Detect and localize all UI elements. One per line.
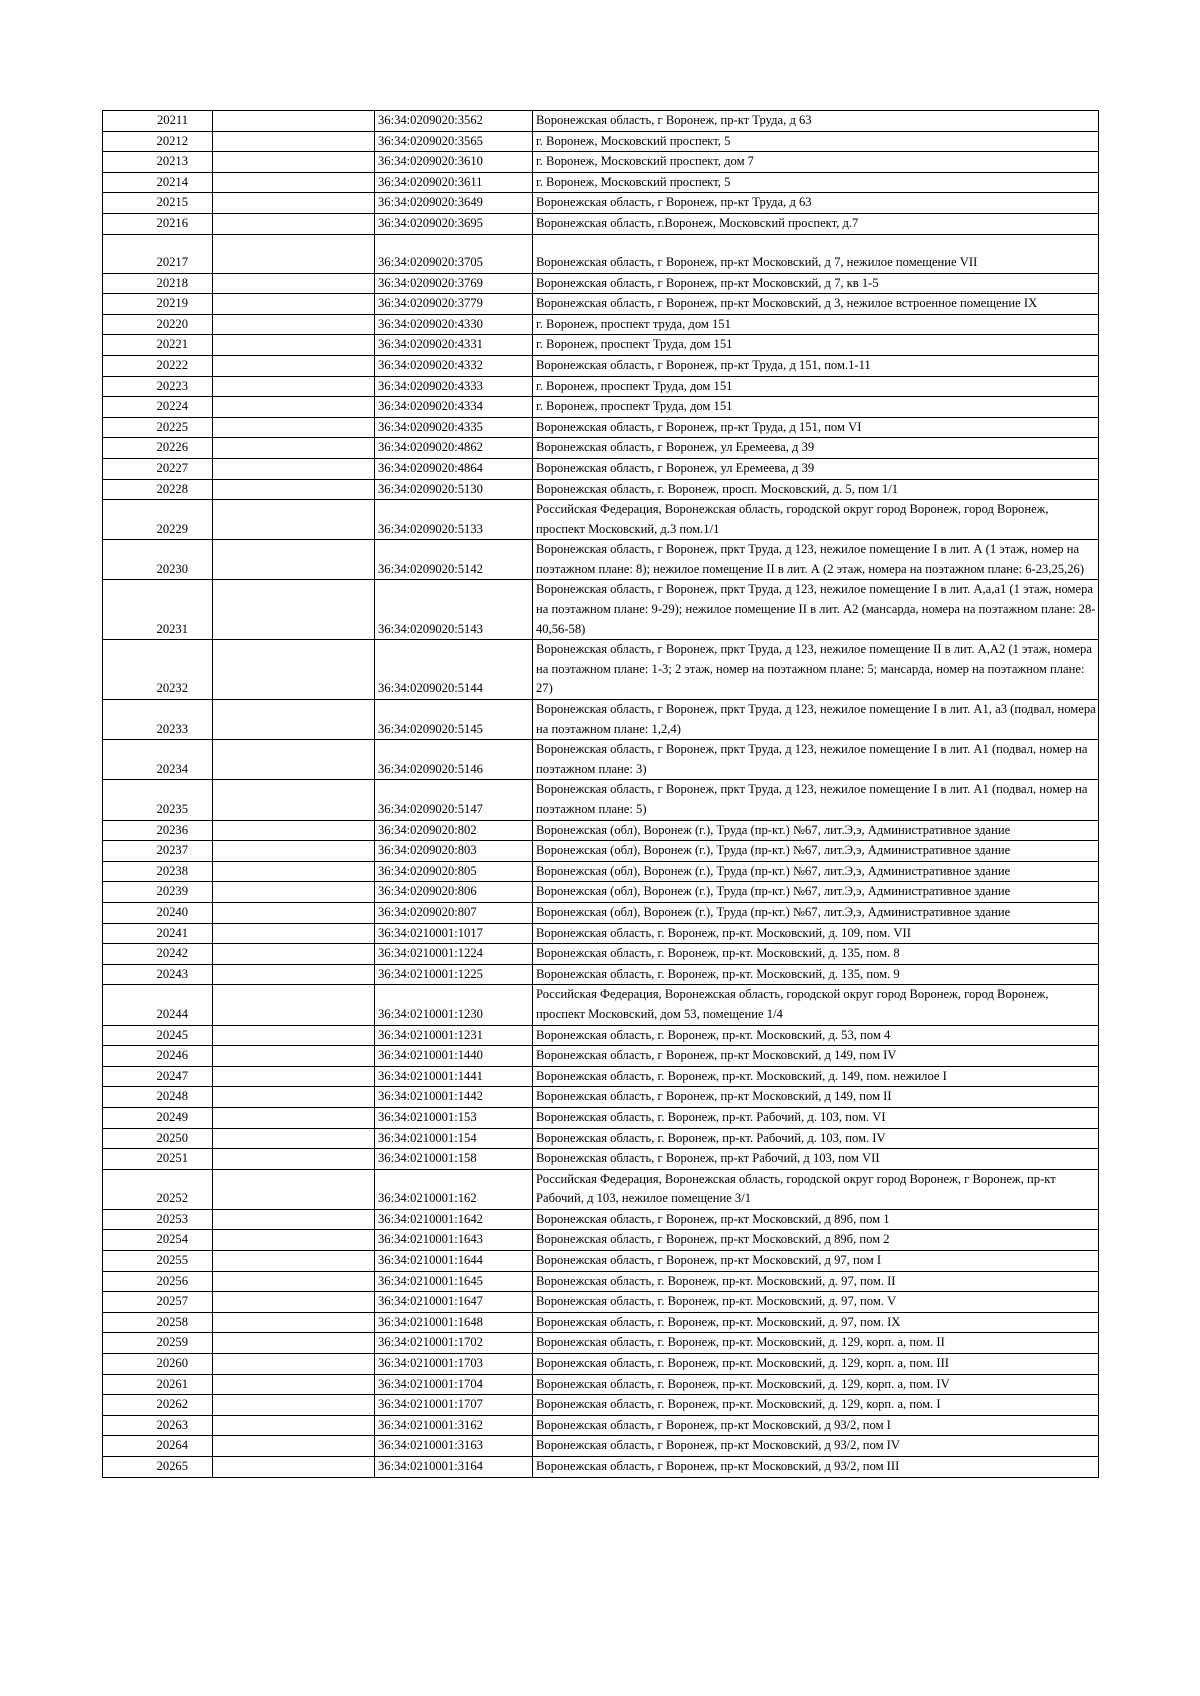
cadastral-number-cell: 36:34:0209020:4332 xyxy=(375,355,533,376)
table-row xyxy=(103,500,1099,540)
row-number-cell: 20228 xyxy=(103,479,213,500)
row-number-cell: 20252 xyxy=(103,1169,213,1209)
row-number-cell: 20242 xyxy=(103,944,213,965)
empty-cell xyxy=(213,314,375,335)
empty-cell xyxy=(213,193,375,214)
row-number-cell: 20253 xyxy=(103,1209,213,1230)
address-cell: Воронежская область, г Воронеж, пр-кт Рабочий, д 103, пом VII xyxy=(533,1149,1099,1170)
row-number-cell: 20262 xyxy=(103,1395,213,1416)
cadastral-number-cell: 36:34:0210001:1230 xyxy=(375,985,533,1025)
empty-cell xyxy=(213,1149,375,1170)
address-cell: Российская Федерация, Воронежская область, городской округ город Воронеж, город Воронеж, проспект Московский, дом 53, помещение 1/4 xyxy=(533,985,1099,1025)
row-number-cell: 20219 xyxy=(103,294,213,315)
address-cell: Воронежская область, г. Воронеж, пр-кт. Московский, д. 129, корп. а, пом. IV xyxy=(533,1374,1099,1395)
row-number-cell: 20220 xyxy=(103,314,213,335)
table-row xyxy=(103,1457,1099,1478)
row-number-cell: 20226 xyxy=(103,438,213,459)
address-cell: Воронежская область, г. Воронеж, пр-кт. Московский, д. 109, пом. VII xyxy=(533,923,1099,944)
empty-cell xyxy=(213,780,375,820)
cadastral-number-cell: 36:34:0209020:5147 xyxy=(375,780,533,820)
address-cell: Воронежская область, г Воронеж, пр-кт Московский, д 97, пом I xyxy=(533,1251,1099,1272)
row-number-cell: 20222 xyxy=(103,355,213,376)
table-row xyxy=(103,1333,1099,1354)
cadastral-number-cell: 36:34:0210001:162 xyxy=(375,1169,533,1209)
address-cell: Воронежская область, г Воронеж, пр-кт Московский, д 149, пом II xyxy=(533,1087,1099,1108)
empty-cell xyxy=(213,355,375,376)
table-row xyxy=(103,1436,1099,1457)
cadastral-number-cell: 36:34:0209020:3649 xyxy=(375,193,533,214)
empty-cell xyxy=(213,640,375,700)
empty-cell xyxy=(213,1395,375,1416)
row-number-cell: 20241 xyxy=(103,923,213,944)
row-number-cell: 20231 xyxy=(103,580,213,640)
row-number-cell: 20218 xyxy=(103,273,213,294)
row-number-cell: 20211 xyxy=(103,111,213,132)
row-number-cell: 20240 xyxy=(103,902,213,923)
empty-cell xyxy=(213,841,375,862)
address-cell: Воронежская область, г Воронеж, пркт Труда, д 123, нежилое помещение I в лит. А (1 этаж, номер на поэтажном плане: 8); нежилое помещение II в лит. А (2 этаж, номера на поэтажном плане: 6-23,25,26) xyxy=(533,540,1099,580)
cadastral-number-cell: 36:34:0209020:3562 xyxy=(375,111,533,132)
empty-cell xyxy=(213,1066,375,1087)
table-row xyxy=(103,1230,1099,1251)
row-number-cell: 20260 xyxy=(103,1354,213,1375)
address-cell: Воронежская область, г Воронеж, пр-кт Московский, д 93/2, пом IV xyxy=(533,1436,1099,1457)
table-row xyxy=(103,1149,1099,1170)
address-cell: Воронежская область, г. Воронеж, пр-кт. Московский, д. 53, пом 4 xyxy=(533,1025,1099,1046)
empty-cell xyxy=(213,273,375,294)
table-row xyxy=(103,193,1099,214)
table-row xyxy=(103,213,1099,234)
address-cell: Воронежская область, г. Воронеж, пр-кт. Московский, д. 97, пом. V xyxy=(533,1292,1099,1313)
address-cell: Воронежская область, г Воронеж, пркт Труда, д 123, нежилое помещение I в лит. А1, а3 (подвал, номера на поэтажном плане: 1,2,4) xyxy=(533,700,1099,740)
cadastral-number-cell: 36:34:0209020:3769 xyxy=(375,273,533,294)
empty-cell xyxy=(213,1457,375,1478)
address-cell: Воронежская область, г.Воронеж, Московский проспект, д.7 xyxy=(533,213,1099,234)
empty-cell xyxy=(213,234,375,273)
empty-cell xyxy=(213,1230,375,1251)
empty-cell xyxy=(213,1333,375,1354)
empty-cell xyxy=(213,152,375,173)
cadastral-number-cell: 36:34:0210001:1224 xyxy=(375,944,533,965)
cadastral-number-cell: 36:34:0209020:4862 xyxy=(375,438,533,459)
table-row xyxy=(103,882,1099,903)
cadastral-number-cell: 36:34:0209020:807 xyxy=(375,902,533,923)
address-cell: Воронежская область, г Воронеж, пркт Труда, д 123, нежилое помещение II в лит. А,А2 (1 этаж, номера на поэтажном плане: 1-3; 2 этаж, номер на поэтажном плане: 5; мансарда, номер на поэтажном плане: 27) xyxy=(533,640,1099,700)
table-row xyxy=(103,861,1099,882)
table-row xyxy=(103,111,1099,132)
cadastral-number-cell: 36:34:0210001:1642 xyxy=(375,1209,533,1230)
empty-cell xyxy=(213,1374,375,1395)
cadastral-number-cell: 36:34:0210001:1703 xyxy=(375,1354,533,1375)
table-row xyxy=(103,580,1099,640)
cadastral-number-cell: 36:34:0209020:5130 xyxy=(375,479,533,500)
table-row xyxy=(103,740,1099,780)
address-cell: Воронежская область, г. Воронеж, пр-кт. Московский, д. 129, корп. а, пом. III xyxy=(533,1354,1099,1375)
address-cell: Воронежская область, г Воронеж, ул Еремеева, д 39 xyxy=(533,458,1099,479)
address-cell: г. Воронеж, Московский проспект, 5 xyxy=(533,172,1099,193)
cadastral-number-cell: 36:34:0210001:1704 xyxy=(375,1374,533,1395)
table-row xyxy=(103,1128,1099,1149)
row-number-cell: 20254 xyxy=(103,1230,213,1251)
row-number-cell: 20246 xyxy=(103,1046,213,1067)
row-number-cell: 20249 xyxy=(103,1107,213,1128)
cadastral-number-cell: 36:34:0209020:4864 xyxy=(375,458,533,479)
empty-cell xyxy=(213,1169,375,1209)
cadastral-number-cell: 36:34:0209020:4330 xyxy=(375,314,533,335)
empty-cell xyxy=(213,1087,375,1108)
address-cell: Воронежская область, г Воронеж, пр-кт Московский, д 93/2, пом III xyxy=(533,1457,1099,1478)
table-row xyxy=(103,1415,1099,1436)
cadastral-number-cell: 36:34:0209020:3610 xyxy=(375,152,533,173)
row-number-cell: 20234 xyxy=(103,740,213,780)
empty-cell xyxy=(213,1209,375,1230)
empty-cell xyxy=(213,479,375,500)
cadastral-number-cell: 36:34:0209020:4335 xyxy=(375,417,533,438)
table-row xyxy=(103,152,1099,173)
cadastral-number-cell: 36:34:0209020:4334 xyxy=(375,397,533,418)
cadastral-number-cell: 36:34:0210001:3163 xyxy=(375,1436,533,1457)
table-row xyxy=(103,438,1099,459)
cadastral-number-cell: 36:34:0210001:1225 xyxy=(375,964,533,985)
table-row xyxy=(103,1087,1099,1108)
row-number-cell: 20247 xyxy=(103,1066,213,1087)
address-cell: Воронежская (обл), Воронеж (г.), Труда (пр-кт.) №67, лит.Э,э, Административное здание xyxy=(533,882,1099,903)
row-number-cell: 20245 xyxy=(103,1025,213,1046)
row-number-cell: 20248 xyxy=(103,1087,213,1108)
empty-cell xyxy=(213,294,375,315)
table-row xyxy=(103,1107,1099,1128)
row-number-cell: 20256 xyxy=(103,1271,213,1292)
empty-cell xyxy=(213,438,375,459)
empty-cell xyxy=(213,820,375,841)
table-row xyxy=(103,335,1099,356)
table-row xyxy=(103,1046,1099,1067)
empty-cell xyxy=(213,1292,375,1313)
row-number-cell: 20251 xyxy=(103,1149,213,1170)
table-row xyxy=(103,355,1099,376)
empty-cell xyxy=(213,500,375,540)
empty-cell xyxy=(213,397,375,418)
empty-cell xyxy=(213,1025,375,1046)
table-row xyxy=(103,172,1099,193)
table-row xyxy=(103,923,1099,944)
cadastral-number-cell: 36:34:0210001:153 xyxy=(375,1107,533,1128)
row-number-cell: 20236 xyxy=(103,820,213,841)
address-cell: Воронежская область, г. Воронеж, пр-кт. Московский, д. 129, корп. а, пом. I xyxy=(533,1395,1099,1416)
row-number-cell: 20238 xyxy=(103,861,213,882)
address-cell: Воронежская область, г Воронеж, ул Еремеева, д 39 xyxy=(533,438,1099,459)
registry-table-body xyxy=(103,111,1099,1478)
address-cell: Воронежская область, г Воронеж, пр-кт Труда, д 63 xyxy=(533,193,1099,214)
address-cell: Воронежская область, г Воронеж, пр-кт Московский, д 3, нежилое встроенное помещение IX xyxy=(533,294,1099,315)
address-cell: Воронежская область, г. Воронеж, пр-кт. Московский, д. 97, пом. IX xyxy=(533,1312,1099,1333)
table-row xyxy=(103,964,1099,985)
row-number-cell: 20265 xyxy=(103,1457,213,1478)
row-number-cell: 20214 xyxy=(103,172,213,193)
address-cell: Воронежская область, г Воронеж, пр-кт Московский, д 93/2, пом I xyxy=(533,1415,1099,1436)
table-row xyxy=(103,944,1099,965)
cadastral-number-cell: 36:34:0209020:4331 xyxy=(375,335,533,356)
row-number-cell: 20224 xyxy=(103,397,213,418)
table-row xyxy=(103,985,1099,1025)
table-row xyxy=(103,1251,1099,1272)
row-number-cell: 20229 xyxy=(103,500,213,540)
table-row xyxy=(103,820,1099,841)
empty-cell xyxy=(213,923,375,944)
table-row xyxy=(103,780,1099,820)
address-cell: Воронежская область, г. Воронеж, пр-кт. Московский, д. 129, корп. а, пом. II xyxy=(533,1333,1099,1354)
row-number-cell: 20257 xyxy=(103,1292,213,1313)
table-row xyxy=(103,131,1099,152)
cadastral-number-cell: 36:34:0209020:3611 xyxy=(375,172,533,193)
cadastral-number-cell: 36:34:0209020:3779 xyxy=(375,294,533,315)
registry-sheet xyxy=(102,110,1098,1478)
empty-cell xyxy=(213,740,375,780)
address-cell: Воронежская область, г Воронеж, пркт Труда, д 123, нежилое помещение I в лит. А1 (подвал, номер на поэтажном плане: 3) xyxy=(533,740,1099,780)
empty-cell xyxy=(213,882,375,903)
address-cell: Воронежская область, г Воронеж, пркт Труда, д 123, нежилое помещение I в лит. А1 (подвал, номер на поэтажном плане: 5) xyxy=(533,780,1099,820)
address-cell: Воронежская (обл), Воронеж (г.), Труда (пр-кт.) №67, лит.Э,э, Административное здание xyxy=(533,841,1099,862)
row-number-cell: 20233 xyxy=(103,700,213,740)
row-number-cell: 20239 xyxy=(103,882,213,903)
address-cell: Воронежская область, г. Воронеж, пр-кт. Рабочий, д. 103, пом. VI xyxy=(533,1107,1099,1128)
table-row xyxy=(103,540,1099,580)
table-row xyxy=(103,376,1099,397)
row-number-cell: 20263 xyxy=(103,1415,213,1436)
table-row xyxy=(103,273,1099,294)
address-cell: Воронежская (обл), Воронеж (г.), Труда (пр-кт.) №67, лит.Э,э, Административное здание xyxy=(533,902,1099,923)
table-row xyxy=(103,700,1099,740)
cadastral-number-cell: 36:34:0209020:5143 xyxy=(375,580,533,640)
address-cell: Воронежская область, г. Воронеж, просп. Московский, д. 5, пом 1/1 xyxy=(533,479,1099,500)
table-row xyxy=(103,902,1099,923)
cadastral-number-cell: 36:34:0210001:1231 xyxy=(375,1025,533,1046)
address-cell: Воронежская область, г Воронеж, пркт Труда, д 123, нежилое помещение I в лит. А,а,а1 (1 этаж, номера на поэтажном плане: 9-29); нежилое помещение II в лит. А2 (мансарда, номера на поэтажном плане: 28-40,56-58) xyxy=(533,580,1099,640)
empty-cell xyxy=(213,1046,375,1067)
cadastral-number-cell: 36:34:0210001:1644 xyxy=(375,1251,533,1272)
table-row xyxy=(103,841,1099,862)
address-cell: Воронежская (обл), Воронеж (г.), Труда (пр-кт.) №67, лит.Э,э, Административное здание xyxy=(533,861,1099,882)
table-row xyxy=(103,1209,1099,1230)
cadastral-number-cell: 36:34:0210001:1702 xyxy=(375,1333,533,1354)
table-row xyxy=(103,1066,1099,1087)
address-cell: Воронежская область, г Воронеж, пр-кт Московский, д 7, нежилое помещение VII xyxy=(533,234,1099,273)
row-number-cell: 20259 xyxy=(103,1333,213,1354)
table-row xyxy=(103,1271,1099,1292)
table-row xyxy=(103,397,1099,418)
empty-cell xyxy=(213,111,375,132)
cadastral-number-cell: 36:34:0209020:4333 xyxy=(375,376,533,397)
row-number-cell: 20227 xyxy=(103,458,213,479)
row-number-cell: 20261 xyxy=(103,1374,213,1395)
row-number-cell: 20230 xyxy=(103,540,213,580)
empty-cell xyxy=(213,1107,375,1128)
empty-cell xyxy=(213,213,375,234)
cadastral-number-cell: 36:34:0210001:154 xyxy=(375,1128,533,1149)
empty-cell xyxy=(213,964,375,985)
registry-table xyxy=(102,110,1099,1478)
empty-cell xyxy=(213,580,375,640)
row-number-cell: 20232 xyxy=(103,640,213,700)
row-number-cell: 20215 xyxy=(103,193,213,214)
address-cell: г. Воронеж, проспект Труда, дом 151 xyxy=(533,335,1099,356)
cadastral-number-cell: 36:34:0210001:158 xyxy=(375,1149,533,1170)
address-cell: Воронежская область, г. Воронеж, пр-кт. Московский, д. 97, пом. II xyxy=(533,1271,1099,1292)
address-cell: Воронежская (обл), Воронеж (г.), Труда (пр-кт.) №67, лит.Э,э, Административное здание xyxy=(533,820,1099,841)
table-row xyxy=(103,314,1099,335)
table-row xyxy=(103,1169,1099,1209)
row-number-cell: 20235 xyxy=(103,780,213,820)
row-number-cell: 20216 xyxy=(103,213,213,234)
cadastral-number-cell: 36:34:0209020:806 xyxy=(375,882,533,903)
empty-cell xyxy=(213,902,375,923)
row-number-cell: 20258 xyxy=(103,1312,213,1333)
table-row xyxy=(103,417,1099,438)
cadastral-number-cell: 36:34:0210001:1440 xyxy=(375,1046,533,1067)
address-cell: г. Воронеж, Московский проспект, дом 7 xyxy=(533,152,1099,173)
address-cell: Воронежская область, г Воронеж, пр-кт Московский, д 149, пом IV xyxy=(533,1046,1099,1067)
empty-cell xyxy=(213,700,375,740)
row-number-cell: 20264 xyxy=(103,1436,213,1457)
cadastral-number-cell: 36:34:0209020:3705 xyxy=(375,234,533,273)
empty-cell xyxy=(213,335,375,356)
cadastral-number-cell: 36:34:0210001:1707 xyxy=(375,1395,533,1416)
row-number-cell: 20213 xyxy=(103,152,213,173)
cadastral-number-cell: 36:34:0209020:5144 xyxy=(375,640,533,700)
cadastral-number-cell: 36:34:0209020:3565 xyxy=(375,131,533,152)
cadastral-number-cell: 36:34:0210001:1648 xyxy=(375,1312,533,1333)
address-cell: г. Воронеж, Московский проспект, 5 xyxy=(533,131,1099,152)
address-cell: Воронежская область, г Воронеж, пр-кт Московский, д 89б, пом 1 xyxy=(533,1209,1099,1230)
table-row xyxy=(103,1025,1099,1046)
cadastral-number-cell: 36:34:0210001:1643 xyxy=(375,1230,533,1251)
table-row xyxy=(103,458,1099,479)
cadastral-number-cell: 36:34:0210001:1645 xyxy=(375,1271,533,1292)
cadastral-number-cell: 36:34:0209020:802 xyxy=(375,820,533,841)
address-cell: Воронежская область, г Воронеж, пр-кт Труда, д 63 xyxy=(533,111,1099,132)
empty-cell xyxy=(213,985,375,1025)
empty-cell xyxy=(213,1415,375,1436)
cadastral-number-cell: 36:34:0209020:5146 xyxy=(375,740,533,780)
table-row xyxy=(103,1312,1099,1333)
row-number-cell: 20221 xyxy=(103,335,213,356)
empty-cell xyxy=(213,172,375,193)
address-cell: Воронежская область, г Воронеж, пр-кт Труда, д 151, пом VI xyxy=(533,417,1099,438)
empty-cell xyxy=(213,458,375,479)
table-row xyxy=(103,1292,1099,1313)
table-row xyxy=(103,1374,1099,1395)
address-cell: г. Воронеж, проспект Труда, дом 151 xyxy=(533,376,1099,397)
row-number-cell: 20212 xyxy=(103,131,213,152)
address-cell: Воронежская область, г. Воронеж, пр-кт. Московский, д. 135, пом. 8 xyxy=(533,944,1099,965)
empty-cell xyxy=(213,1271,375,1292)
empty-cell xyxy=(213,376,375,397)
row-number-cell: 20237 xyxy=(103,841,213,862)
address-cell: г. Воронеж, проспект труда, дом 151 xyxy=(533,314,1099,335)
address-cell: Российская Федерация, Воронежская область, городской округ город Воронеж, г Воронеж, пр-кт Рабочий, д 103, нежилое помещение 3/1 xyxy=(533,1169,1099,1209)
empty-cell xyxy=(213,1354,375,1375)
empty-cell xyxy=(213,1312,375,1333)
table-row xyxy=(103,234,1099,273)
cadastral-number-cell: 36:34:0209020:805 xyxy=(375,861,533,882)
cadastral-number-cell: 36:34:0209020:5145 xyxy=(375,700,533,740)
empty-cell xyxy=(213,540,375,580)
row-number-cell: 20244 xyxy=(103,985,213,1025)
empty-cell xyxy=(213,417,375,438)
cadastral-number-cell: 36:34:0210001:3164 xyxy=(375,1457,533,1478)
cadastral-number-cell: 36:34:0209020:3695 xyxy=(375,213,533,234)
cadastral-number-cell: 36:34:0209020:803 xyxy=(375,841,533,862)
cadastral-number-cell: 36:34:0210001:3162 xyxy=(375,1415,533,1436)
address-cell: Воронежская область, г Воронеж, пр-кт Московский, д 89б, пом 2 xyxy=(533,1230,1099,1251)
cadastral-number-cell: 36:34:0210001:1441 xyxy=(375,1066,533,1087)
row-number-cell: 20223 xyxy=(103,376,213,397)
address-cell: Воронежская область, г. Воронеж, пр-кт. Московский, д. 149, пом. нежилое I xyxy=(533,1066,1099,1087)
row-number-cell: 20225 xyxy=(103,417,213,438)
cadastral-number-cell: 36:34:0209020:5133 xyxy=(375,500,533,540)
row-number-cell: 20255 xyxy=(103,1251,213,1272)
address-cell: г. Воронеж, проспект Труда, дом 151 xyxy=(533,397,1099,418)
table-row xyxy=(103,1395,1099,1416)
cadastral-number-cell: 36:34:0210001:1647 xyxy=(375,1292,533,1313)
empty-cell xyxy=(213,1251,375,1272)
empty-cell xyxy=(213,1436,375,1457)
address-cell: Воронежская область, г. Воронеж, пр-кт. Московский, д. 135, пом. 9 xyxy=(533,964,1099,985)
empty-cell xyxy=(213,944,375,965)
address-cell: Воронежская область, г. Воронеж, пр-кт. Рабочий, д. 103, пом. IV xyxy=(533,1128,1099,1149)
table-row xyxy=(103,640,1099,700)
row-number-cell: 20250 xyxy=(103,1128,213,1149)
empty-cell xyxy=(213,1128,375,1149)
table-row xyxy=(103,479,1099,500)
address-cell: Воронежская область, г Воронеж, пр-кт Труда, д 151, пом.1-11 xyxy=(533,355,1099,376)
empty-cell xyxy=(213,861,375,882)
address-cell: Российская Федерация, Воронежская область, городской округ город Воронеж, город Воронеж, проспект Московский, д.3 пом.1/1 xyxy=(533,500,1099,540)
cadastral-number-cell: 36:34:0210001:1442 xyxy=(375,1087,533,1108)
cadastral-number-cell: 36:34:0210001:1017 xyxy=(375,923,533,944)
empty-cell xyxy=(213,131,375,152)
row-number-cell: 20243 xyxy=(103,964,213,985)
table-row xyxy=(103,1354,1099,1375)
cadastral-number-cell: 36:34:0209020:5142 xyxy=(375,540,533,580)
table-row xyxy=(103,294,1099,315)
address-cell: Воронежская область, г Воронеж, пр-кт Московский, д 7, кв 1-5 xyxy=(533,273,1099,294)
row-number-cell: 20217 xyxy=(103,234,213,273)
